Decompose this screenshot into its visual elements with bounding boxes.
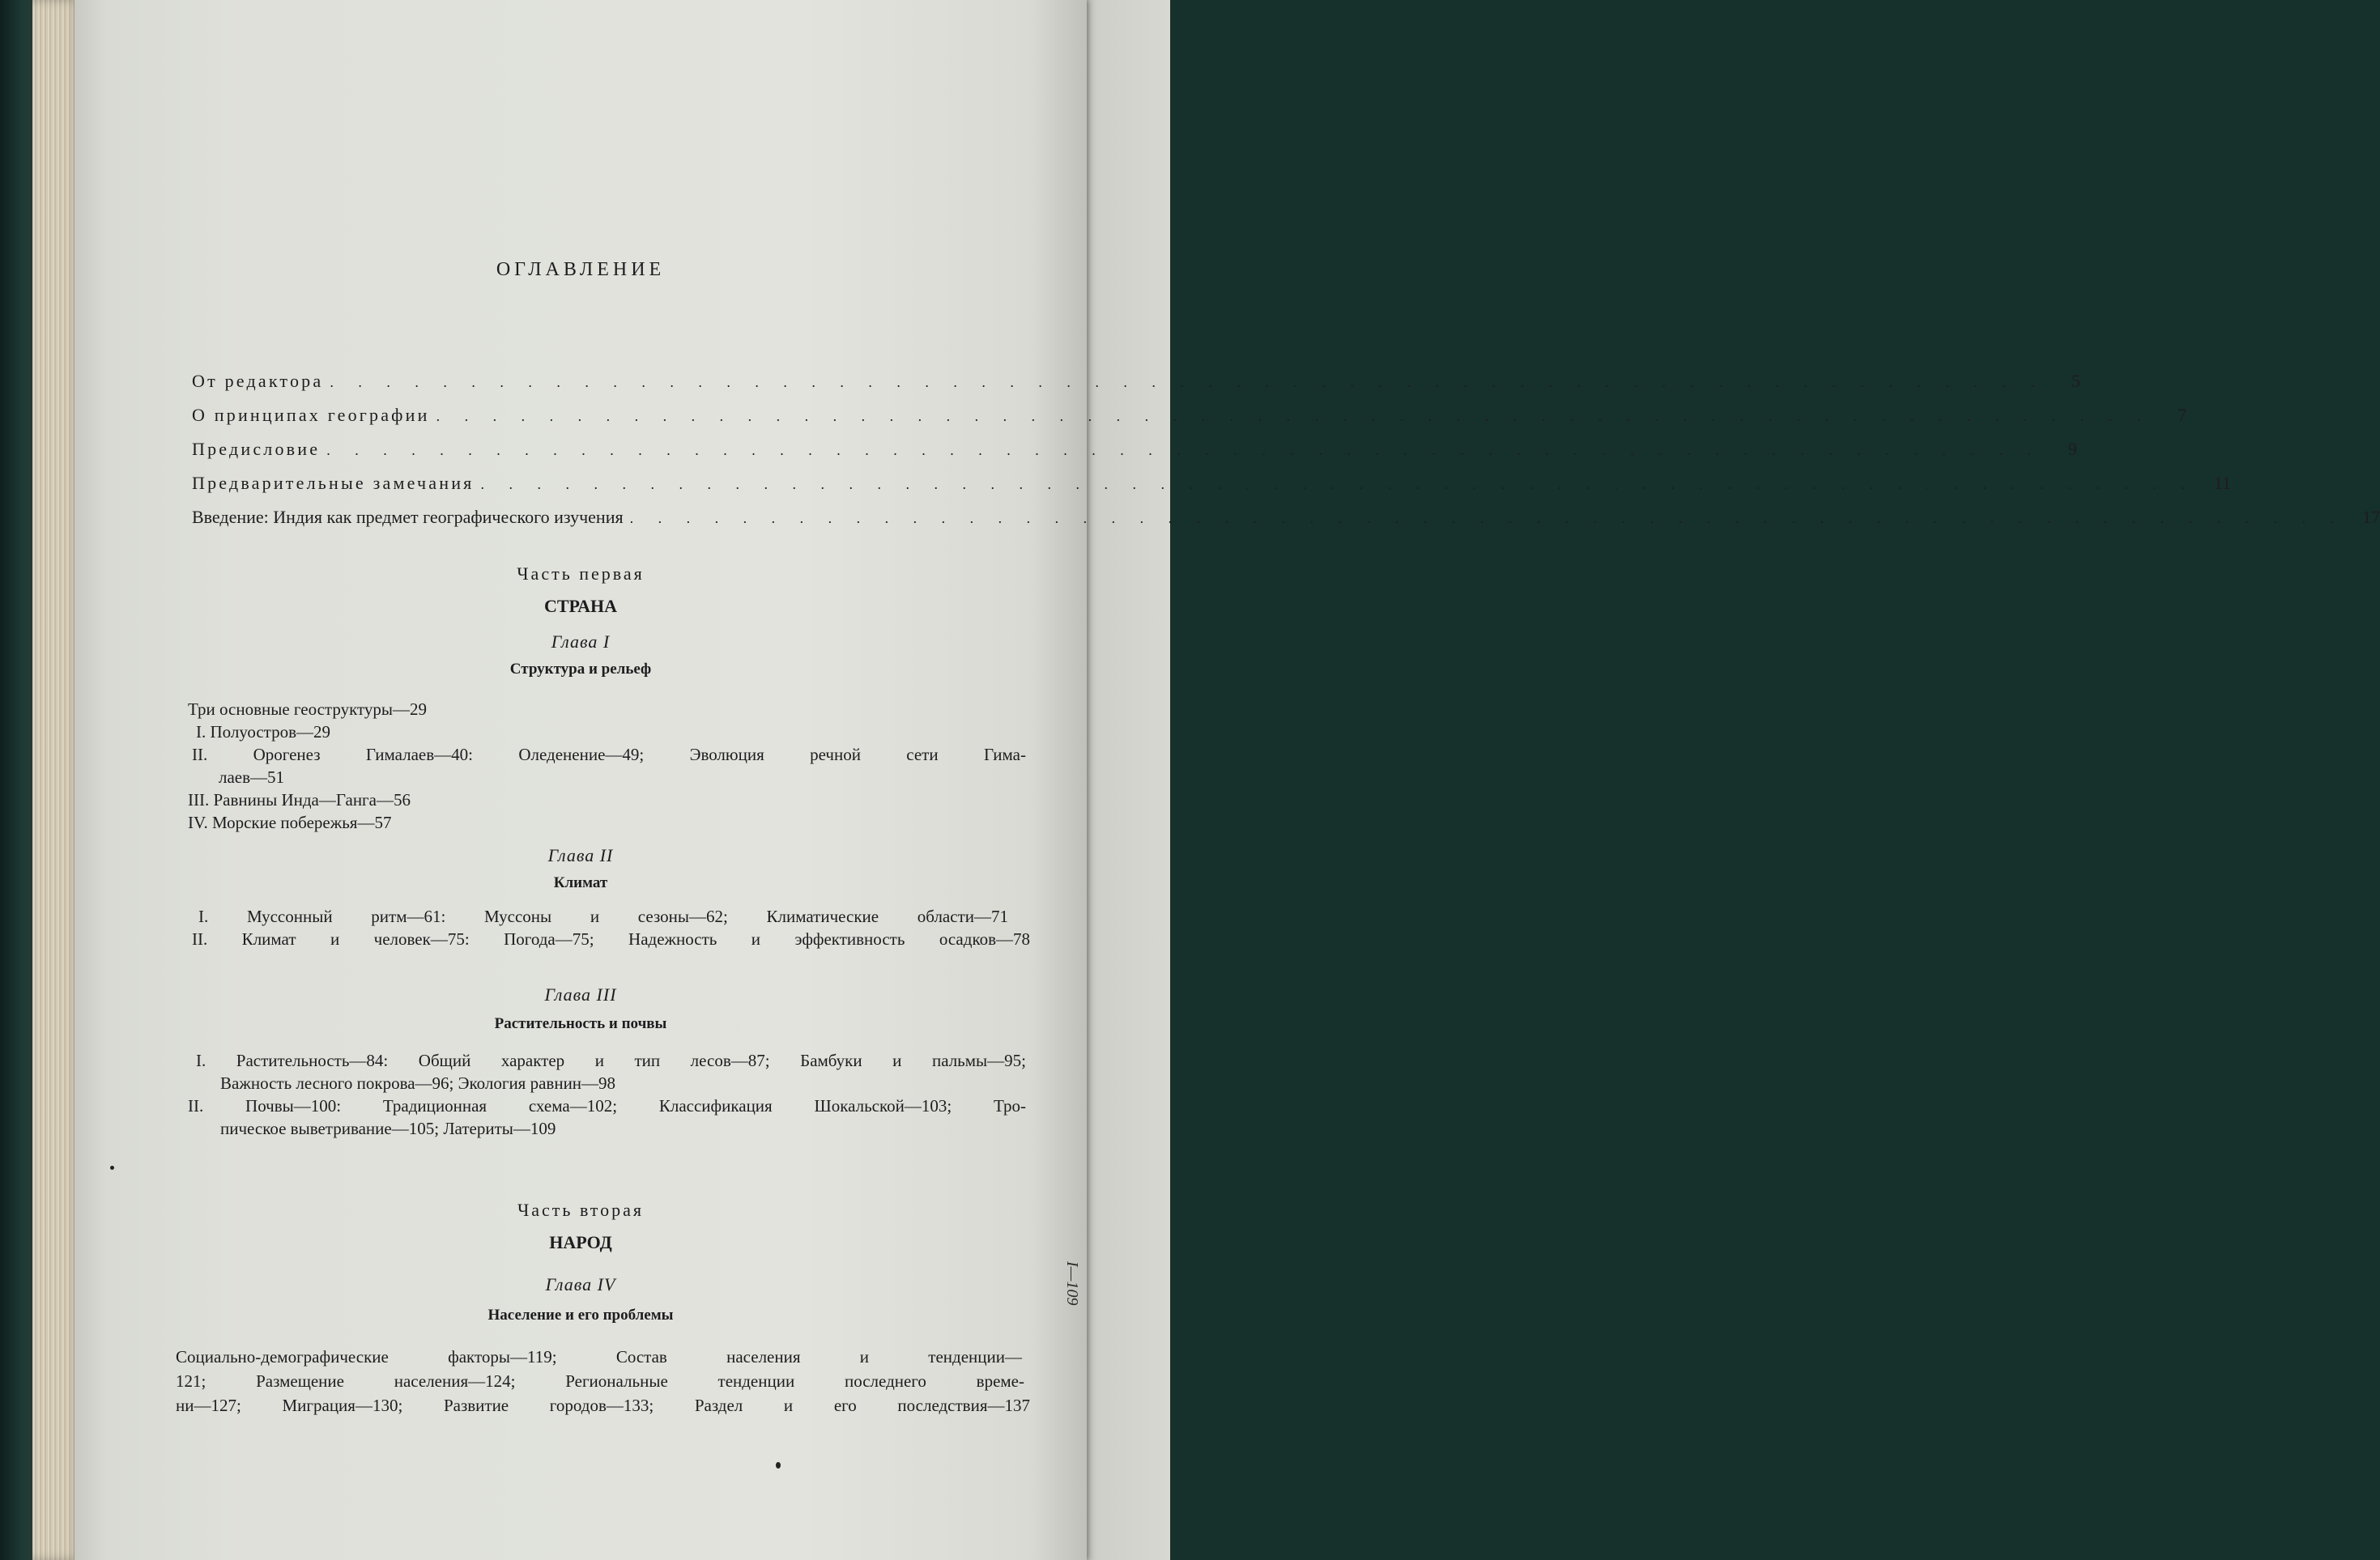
ink-speck [776,1462,781,1469]
toc-entry-page: 17 [2362,507,2380,527]
toc-line: III. Равнины Инда—Ганга—56 [188,790,411,810]
toc-line: Социально-демографические факторы—119; Состав населения и тенденции— [176,1347,1022,1367]
part-label: Часть первая [517,563,645,584]
toc-entry-page: 9 [2067,439,2077,459]
toc-line: I. Муссонный ритм—61: Муссоны и сезоны—62; Климатические области—71 [198,907,1008,926]
toc-line: II. Климат и человек—75: Погода—75; Надежность и эффективность осадков—78 [192,929,1030,949]
toc-entry [192,473,2231,500]
toc-line: Важность лесного покрова—96; Экология равнин—98 [220,1073,616,1093]
toc-entry-label: Введение: Индия как предмет географического изучения [192,507,624,527]
chapter-label: Глава IV [545,1274,616,1294]
toc-entry-label: Предварительные замечания [192,473,475,493]
toc-line: ни—127; Миграция—130; Развитие городов—133; Раздел и его последствия—137 [176,1396,1030,1415]
margin-note: I—109 [1063,1261,1081,1306]
toc-entry-label: Предисловие [192,439,321,459]
toc-line: I. Полуостров—29 [196,722,331,742]
chapter-title: Климат [553,874,608,891]
toc-entry-label: О принципах географии [192,405,430,425]
toc-line: I. Растительность—84: Общий характер и тип лесов—87; Бамбуки и пальмы—95; [196,1051,1026,1070]
toc-line: 121; Размещение населения—124; Региональные тенденции последнего време- [176,1371,1024,1391]
leader-dots: . . . . . . . . . . . . . . . . . . . . . . . . . . . . . . . . . . . . . . . . . . . . . . . . . . . . . . . . . . . . . [480,476,2195,492]
leader-dots: . . . . . . . . . . . . . . . . . . . . . . . . . . . . . . . . . . . . . . . . . . . . . . . . . . . . . . . . . . . . . [326,442,2042,458]
toc-entry [192,439,2077,466]
part-title: НАРОД [549,1232,612,1252]
ink-speck [110,1166,114,1170]
toc-entry-page: 11 [2213,473,2231,493]
toc-line: II. Орогенез Гималаев—40: Оледенение—49; Эволюция речной сети Гима- [192,745,1026,764]
toc-line: II. Почвы—100: Традиционная схема—102; Классификация Шокальской—103; Тро- [188,1096,1026,1116]
chapter-label: Глава III [544,984,617,1005]
toc-entry-page: 7 [2178,405,2187,425]
toc-entry [192,405,2187,432]
toc-line: IV. Морские побережья—57 [188,813,392,832]
chapter-title: Население и его проблемы [487,1307,674,1324]
facing-page [1077,0,1170,1560]
toc-entry [192,507,2380,534]
leader-dots: . . . . . . . . . . . . . . . . . . . . . . . . . . . . . . . . . . . . . . . . . . . . . . . . . . . . . . . . . . . . . [436,408,2152,424]
leader-dots: . . . . . . . . . . . . . . . . . . . . . . . . . . . . . . . . . . . . . . . . . . . . . . . . . . . . . . . . . . . . . [629,510,2345,526]
toc-line: пическое выветривание—105; Латериты—109 [220,1119,556,1138]
chapter-label: Глава I [551,631,611,652]
toc-line: Три основные геоструктуры—29 [188,699,428,719]
page-title: ОГЛАВЛЕНИЕ [496,259,666,280]
book-page [75,0,2380,1560]
part-label: Часть вторая [517,1200,645,1220]
part-title: СТРАНА [543,596,618,616]
chapter-label: Глава II [547,845,614,865]
toc-line: лаев—51 [219,767,285,787]
toc-entry-page: 5 [2071,371,2080,391]
toc-entry-label: От редактора [192,371,324,391]
toc-entry [192,371,2080,398]
leader-dots: . . . . . . . . . . . . . . . . . . . . . . . . . . . . . . . . . . . . . . . . . . . . . . . . . . . . . . . . . . . . . [330,374,2045,390]
chapter-title: Растительность и почвы [494,1015,667,1032]
chapter-title: Структура и рельеф [509,661,652,678]
